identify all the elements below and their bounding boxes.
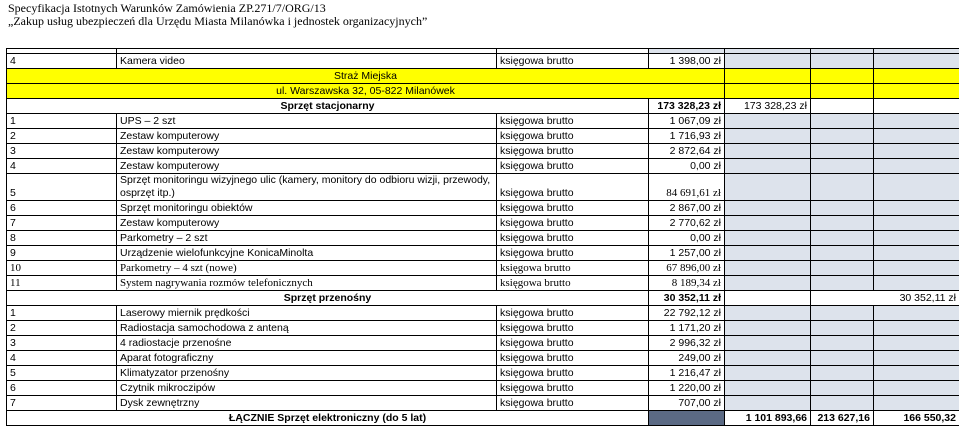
item-number: 4: [7, 54, 117, 69]
empty-cell: [725, 144, 811, 159]
table-row: [7, 231, 959, 246]
item-name: Zestaw komputerowy: [117, 144, 497, 159]
grand-total-label: ŁĄCZNIE Sprzęt elektroniczny (do 5 lat): [7, 411, 649, 426]
empty-cell: [811, 246, 874, 261]
empty-cell: [725, 129, 811, 144]
equipment-table: [6, 48, 959, 426]
table-row: [7, 396, 959, 411]
item-name: Zestaw komputerowy: [117, 159, 497, 174]
item-value: 2 996,32 zł: [649, 336, 725, 351]
empty-cell: [811, 231, 874, 246]
empty-cell: [725, 396, 811, 411]
item-number: 8: [7, 231, 117, 246]
value-type: księgowa brutto: [497, 174, 649, 201]
empty-cell: [874, 321, 959, 336]
item-value: 1 216,47 zł: [649, 366, 725, 381]
empty-cell: [725, 261, 811, 276]
section-total: 173 328,23 zł: [649, 99, 725, 114]
table-row: [7, 276, 959, 291]
item-value: 22 792,12 zł: [649, 306, 725, 321]
section-total-secondary: 30 352,11 zł: [811, 291, 959, 306]
empty-cell: [725, 321, 811, 336]
value-type: księgowa brutto: [497, 144, 649, 159]
empty-cell: [811, 84, 874, 99]
empty-cell: [874, 114, 959, 129]
item-name: Parkometry – 4 szt (nowe): [117, 261, 497, 276]
table-row: [7, 321, 959, 336]
table-row: [7, 351, 959, 366]
empty-cell: [725, 114, 811, 129]
empty-cell: [811, 69, 874, 84]
empty-cell: [811, 276, 874, 291]
empty-cell: [811, 336, 874, 351]
item-value: 707,00 zł: [649, 396, 725, 411]
empty-cell: [725, 306, 811, 321]
empty-cell: [874, 129, 959, 144]
doc-header-line2: „Zakup usług ubezpieczeń dla Urzędu Miasta Milanówka i jednostek organizacyjnych”: [8, 14, 427, 29]
item-number: 5: [7, 366, 117, 381]
item-name: Aparat fotograficzny: [117, 351, 497, 366]
empty-cell: [874, 336, 959, 351]
empty-cell: [725, 159, 811, 174]
section-total: 30 352,11 zł: [649, 291, 725, 306]
value-type: księgowa brutto: [497, 159, 649, 174]
empty-cell: [874, 201, 959, 216]
item-value: 2 770,62 zł: [649, 216, 725, 231]
empty-cell: [874, 216, 959, 231]
empty-cell: [874, 84, 959, 99]
grand-total-row: [7, 411, 959, 426]
item-name: System nagrywania rozmów telefonicznych: [117, 276, 497, 291]
empty-cell: [811, 381, 874, 396]
empty-cell: [725, 231, 811, 246]
item-number: 11: [7, 276, 117, 291]
table-row: [7, 174, 959, 201]
empty-cell: [874, 231, 959, 246]
table-row: [7, 159, 959, 174]
item-name: 4 radiostacje przenośne: [117, 336, 497, 351]
table-row: [7, 246, 959, 261]
item-value: 67 896,00 zł: [649, 261, 725, 276]
item-value: 1 257,00 zł: [649, 246, 725, 261]
item-name: Kamera video: [117, 54, 497, 69]
table-row: [7, 144, 959, 159]
item-value: 249,00 zł: [649, 351, 725, 366]
item-number: 4: [7, 351, 117, 366]
empty-cell: [725, 366, 811, 381]
table-row: [7, 381, 959, 396]
empty-cell: [725, 246, 811, 261]
item-name: Sprzęt monitoringu obiektów: [117, 201, 497, 216]
grand-total-value-2: 213 627,16: [811, 411, 874, 426]
item-number: 9: [7, 246, 117, 261]
value-type: księgowa brutto: [497, 114, 649, 129]
item-number: 4: [7, 159, 117, 174]
empty-cell: [874, 174, 959, 201]
item-value: 2 872,64 zł: [649, 144, 725, 159]
item-name: Radiostacja samochodowa z anteną: [117, 321, 497, 336]
item-value: 1 398,00 zł: [649, 54, 725, 69]
item-name: Zestaw komputerowy: [117, 129, 497, 144]
empty-cell: [725, 174, 811, 201]
section-title: Sprzęt stacjonarny: [7, 99, 649, 114]
empty-cell: [811, 351, 874, 366]
empty-cell: [874, 159, 959, 174]
empty-cell: [811, 216, 874, 231]
value-type: księgowa brutto: [497, 129, 649, 144]
empty-cell: [874, 306, 959, 321]
item-name: Dysk zewnętrzny: [117, 396, 497, 411]
item-number: 5: [7, 174, 117, 201]
item-number: 3: [7, 336, 117, 351]
table-row: [7, 114, 959, 129]
empty-cell: [725, 276, 811, 291]
empty-cell: [811, 201, 874, 216]
item-name: Czytnik mikroczipów: [117, 381, 497, 396]
value-type: księgowa brutto: [497, 261, 649, 276]
empty-cell: [811, 54, 874, 69]
item-value: 1 067,09 zł: [649, 114, 725, 129]
empty-cell: [874, 366, 959, 381]
grand-total-value-1: 1 101 893,66: [725, 411, 811, 426]
item-value: 0,00 zł: [649, 231, 725, 246]
item-value: 1 220,00 zł: [649, 381, 725, 396]
empty-cell: [725, 201, 811, 216]
unit-name: Straż Miejska: [7, 69, 725, 84]
empty-cell: [811, 366, 874, 381]
item-value: 0,00 zł: [649, 159, 725, 174]
empty-cell: [725, 54, 811, 69]
unit-address: ul. Warszawska 32, 05-822 Milanówek: [7, 84, 725, 99]
section-title: Sprzęt przenośny: [7, 291, 649, 306]
empty-cell: [649, 411, 725, 426]
empty-cell: [874, 54, 959, 69]
empty-cell: [874, 69, 959, 84]
item-number: 7: [7, 396, 117, 411]
item-name: Zestaw komputerowy: [117, 216, 497, 231]
empty-cell: [811, 306, 874, 321]
value-type: księgowa brutto: [497, 201, 649, 216]
empty-cell: [874, 99, 959, 114]
empty-cell: [811, 129, 874, 144]
value-type: księgowa brutto: [497, 306, 649, 321]
item-number: 2: [7, 321, 117, 336]
item-value: 1 171,20 zł: [649, 321, 725, 336]
empty-cell: [725, 291, 811, 306]
grand-total-value-3: 166 550,32: [874, 411, 959, 426]
item-number: 2: [7, 129, 117, 144]
empty-cell: [874, 381, 959, 396]
item-number: 6: [7, 201, 117, 216]
value-type: księgowa brutto: [497, 351, 649, 366]
value-type: księgowa brutto: [497, 321, 649, 336]
table-row: [7, 366, 959, 381]
empty-cell: [811, 99, 874, 114]
empty-cell: [874, 144, 959, 159]
empty-cell: [811, 261, 874, 276]
item-name: Klimatyzator przenośny: [117, 366, 497, 381]
value-type: księgowa brutto: [497, 276, 649, 291]
empty-cell: [725, 381, 811, 396]
table-row: [7, 129, 959, 144]
empty-cell: [811, 159, 874, 174]
section-total-secondary: 173 328,23 zł: [725, 99, 811, 114]
item-value: 1 716,93 zł: [649, 129, 725, 144]
empty-cell: [811, 321, 874, 336]
value-type: księgowa brutto: [497, 216, 649, 231]
empty-cell: [811, 114, 874, 129]
empty-cell: [874, 276, 959, 291]
item-name: UPS – 2 szt: [117, 114, 497, 129]
table-row: [7, 336, 959, 351]
section-header-row: [7, 99, 959, 114]
empty-cell: [874, 246, 959, 261]
empty-cell: [811, 144, 874, 159]
item-number: 7: [7, 216, 117, 231]
table-row: [7, 216, 959, 231]
empty-cell: [874, 351, 959, 366]
value-type: księgowa brutto: [497, 54, 649, 69]
item-name: Urządzenie wielofunkcyjne KonicaMinolta: [117, 246, 497, 261]
empty-cell: [874, 261, 959, 276]
empty-cell: [725, 84, 811, 99]
item-name: Parkometry – 2 szt: [117, 231, 497, 246]
table-row: [7, 201, 959, 216]
value-type: księgowa brutto: [497, 396, 649, 411]
section-header-row: [7, 291, 959, 306]
item-number: 6: [7, 381, 117, 396]
table-row: [7, 54, 959, 69]
table-row: [7, 261, 959, 276]
empty-cell: [811, 396, 874, 411]
item-value: 2 867,00 zł: [649, 201, 725, 216]
item-value: 8 189,34 zł: [649, 276, 725, 291]
item-name: Laserowy miernik prędkości: [117, 306, 497, 321]
empty-cell: [811, 174, 874, 201]
table-row: [7, 306, 959, 321]
item-name: Sprzęt monitoringu wizyjnego ulic (kamery, monitory do odbioru wizji, przewody, osprzęt itp.): [117, 174, 497, 201]
item-number: 1: [7, 114, 117, 129]
empty-cell: [725, 216, 811, 231]
item-number: 1: [7, 306, 117, 321]
value-type: księgowa brutto: [497, 336, 649, 351]
item-number: 3: [7, 144, 117, 159]
value-type: księgowa brutto: [497, 366, 649, 381]
value-type: księgowa brutto: [497, 231, 649, 246]
doc-header-line1: Specyfikacja Istotnych Warunków Zamówienia ZP.271/7/ORG/13: [8, 1, 326, 16]
value-type: księgowa brutto: [497, 246, 649, 261]
unit-row: [7, 84, 959, 99]
empty-cell: [725, 69, 811, 84]
item-number: 10: [7, 261, 117, 276]
item-value: 84 691,61 zł: [649, 174, 725, 201]
unit-row: [7, 69, 959, 84]
value-type: księgowa brutto: [497, 381, 649, 396]
empty-cell: [874, 396, 959, 411]
empty-cell: [725, 336, 811, 351]
empty-cell: [725, 351, 811, 366]
